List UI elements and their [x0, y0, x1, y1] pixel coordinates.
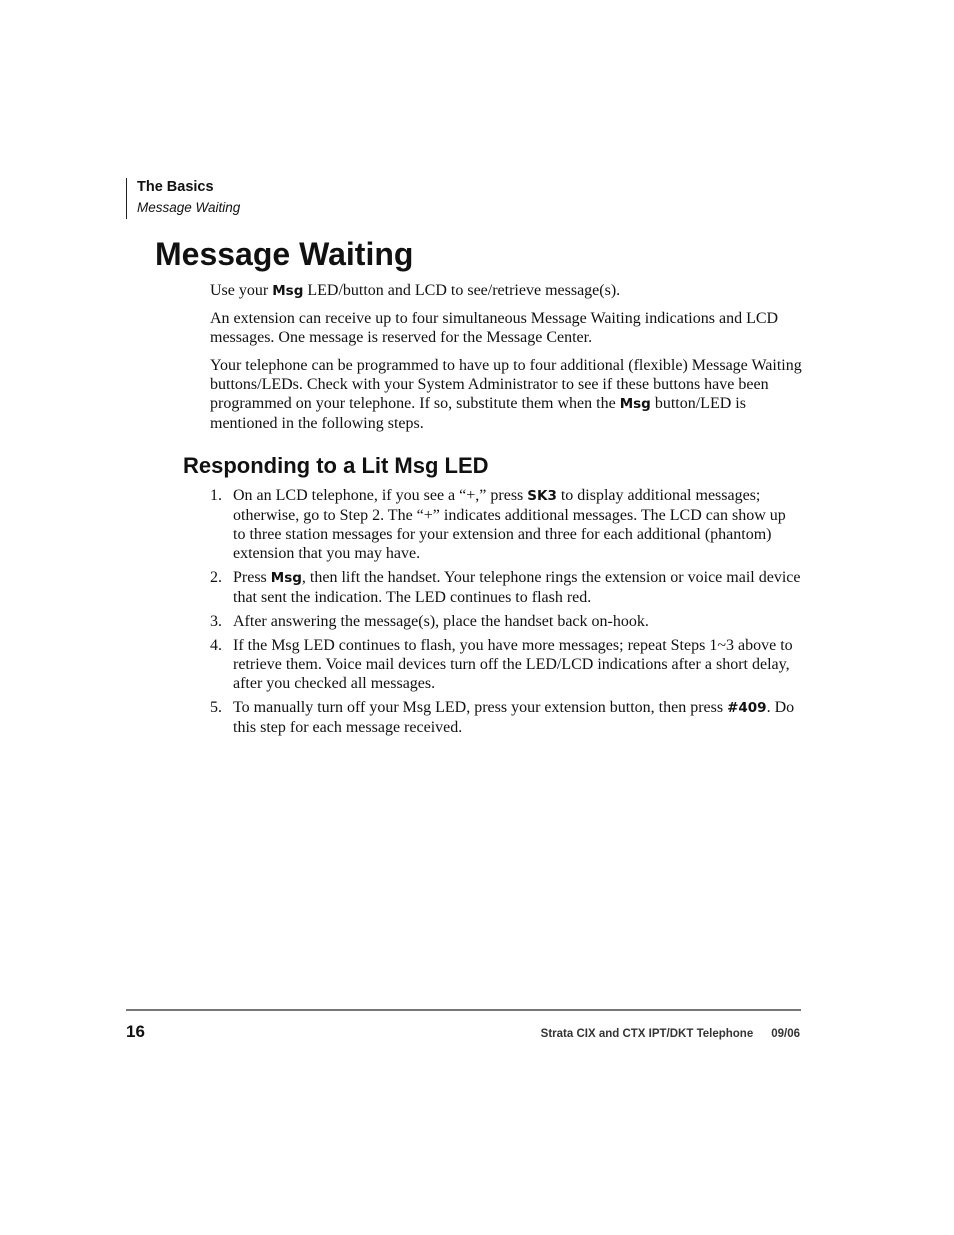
- step-item: [210, 568, 802, 607]
- step-item: [210, 636, 802, 693]
- msg-key-label: Msg: [270, 570, 302, 586]
- step-item: [210, 612, 802, 631]
- step-item: [210, 486, 802, 563]
- intro-paragraph-2: An extension can receive up to four simultaneous Message Waiting indications and LCD messages. One message is reserved for the Message Center.: [210, 310, 779, 346]
- steps-list: [210, 486, 802, 742]
- page-number: 16: [126, 1022, 145, 1041]
- msg-key-label: Msg: [619, 396, 651, 412]
- footer-rule: [126, 1009, 801, 1011]
- step-text: If the Msg LED continues to flash, you have more messages; repeat Steps 1~3 above to retrieve them. Voice mail devices turn off the LED/LCD indications after a short delay, after you checked all messages.: [233, 637, 793, 692]
- footer-doc-info: [541, 1026, 800, 1042]
- intro-paragraph-1: [210, 281, 802, 301]
- footer-doc-title: Strata CIX and CTX IPT/DKT Telephone: [540, 1028, 754, 1040]
- section-name: The Basics: [137, 179, 214, 195]
- subsection-name: Message Waiting: [137, 200, 241, 215]
- text-run: On an LCD telephone, if you see a “+,” press: [233, 487, 528, 504]
- intro-paragraph-3: [210, 356, 802, 433]
- footer-date: 09/06: [771, 1028, 800, 1040]
- text-run: LED/button and LCD to see/retrieve message(s).: [303, 282, 621, 299]
- feature-code-label: #409: [727, 700, 767, 716]
- msg-key-label: Msg: [272, 283, 304, 299]
- step-item: [210, 698, 802, 737]
- step-number: 5.: [210, 699, 222, 716]
- text-run: to display additional messages; otherwise, go to Step 2. The “+” indicates additional messages. The LCD can show up to three station messages for your extension and three for each additional (phantom) extension that you may have.: [233, 487, 786, 562]
- step-text: After answering the message(s), place the handset back on-hook.: [233, 613, 649, 630]
- step-number: 1.: [210, 487, 222, 504]
- text-run: To manually turn off your Msg LED, press your extension button, then press: [233, 699, 728, 716]
- section-subheading: Responding to a Lit Msg LED: [183, 453, 489, 478]
- page-title: Message Waiting: [155, 236, 414, 272]
- text-run: Press: [233, 569, 271, 586]
- text-run: Use your: [210, 282, 273, 299]
- step-number: 2.: [210, 569, 222, 586]
- text-run: button/LED is mentioned in the following steps.: [210, 395, 746, 432]
- sk3-key-label: SK3: [527, 488, 557, 504]
- text-run: Your telephone can be programmed to have up to four additional (flexible) Message Waiting buttons/LEDs. Check with your System Administrator to see if these buttons have been programmed on your telephone. If so, substitute them when the: [210, 357, 802, 412]
- text-run: . Do this step for each message received.: [233, 699, 795, 736]
- running-header: [126, 178, 240, 219]
- step-number: 4.: [210, 637, 222, 654]
- text-run: , then lift the handset. Your telephone rings the extension or voice mail device that sent the indication. The LED continues to flash red.: [233, 569, 801, 606]
- step-number: 3.: [210, 613, 222, 630]
